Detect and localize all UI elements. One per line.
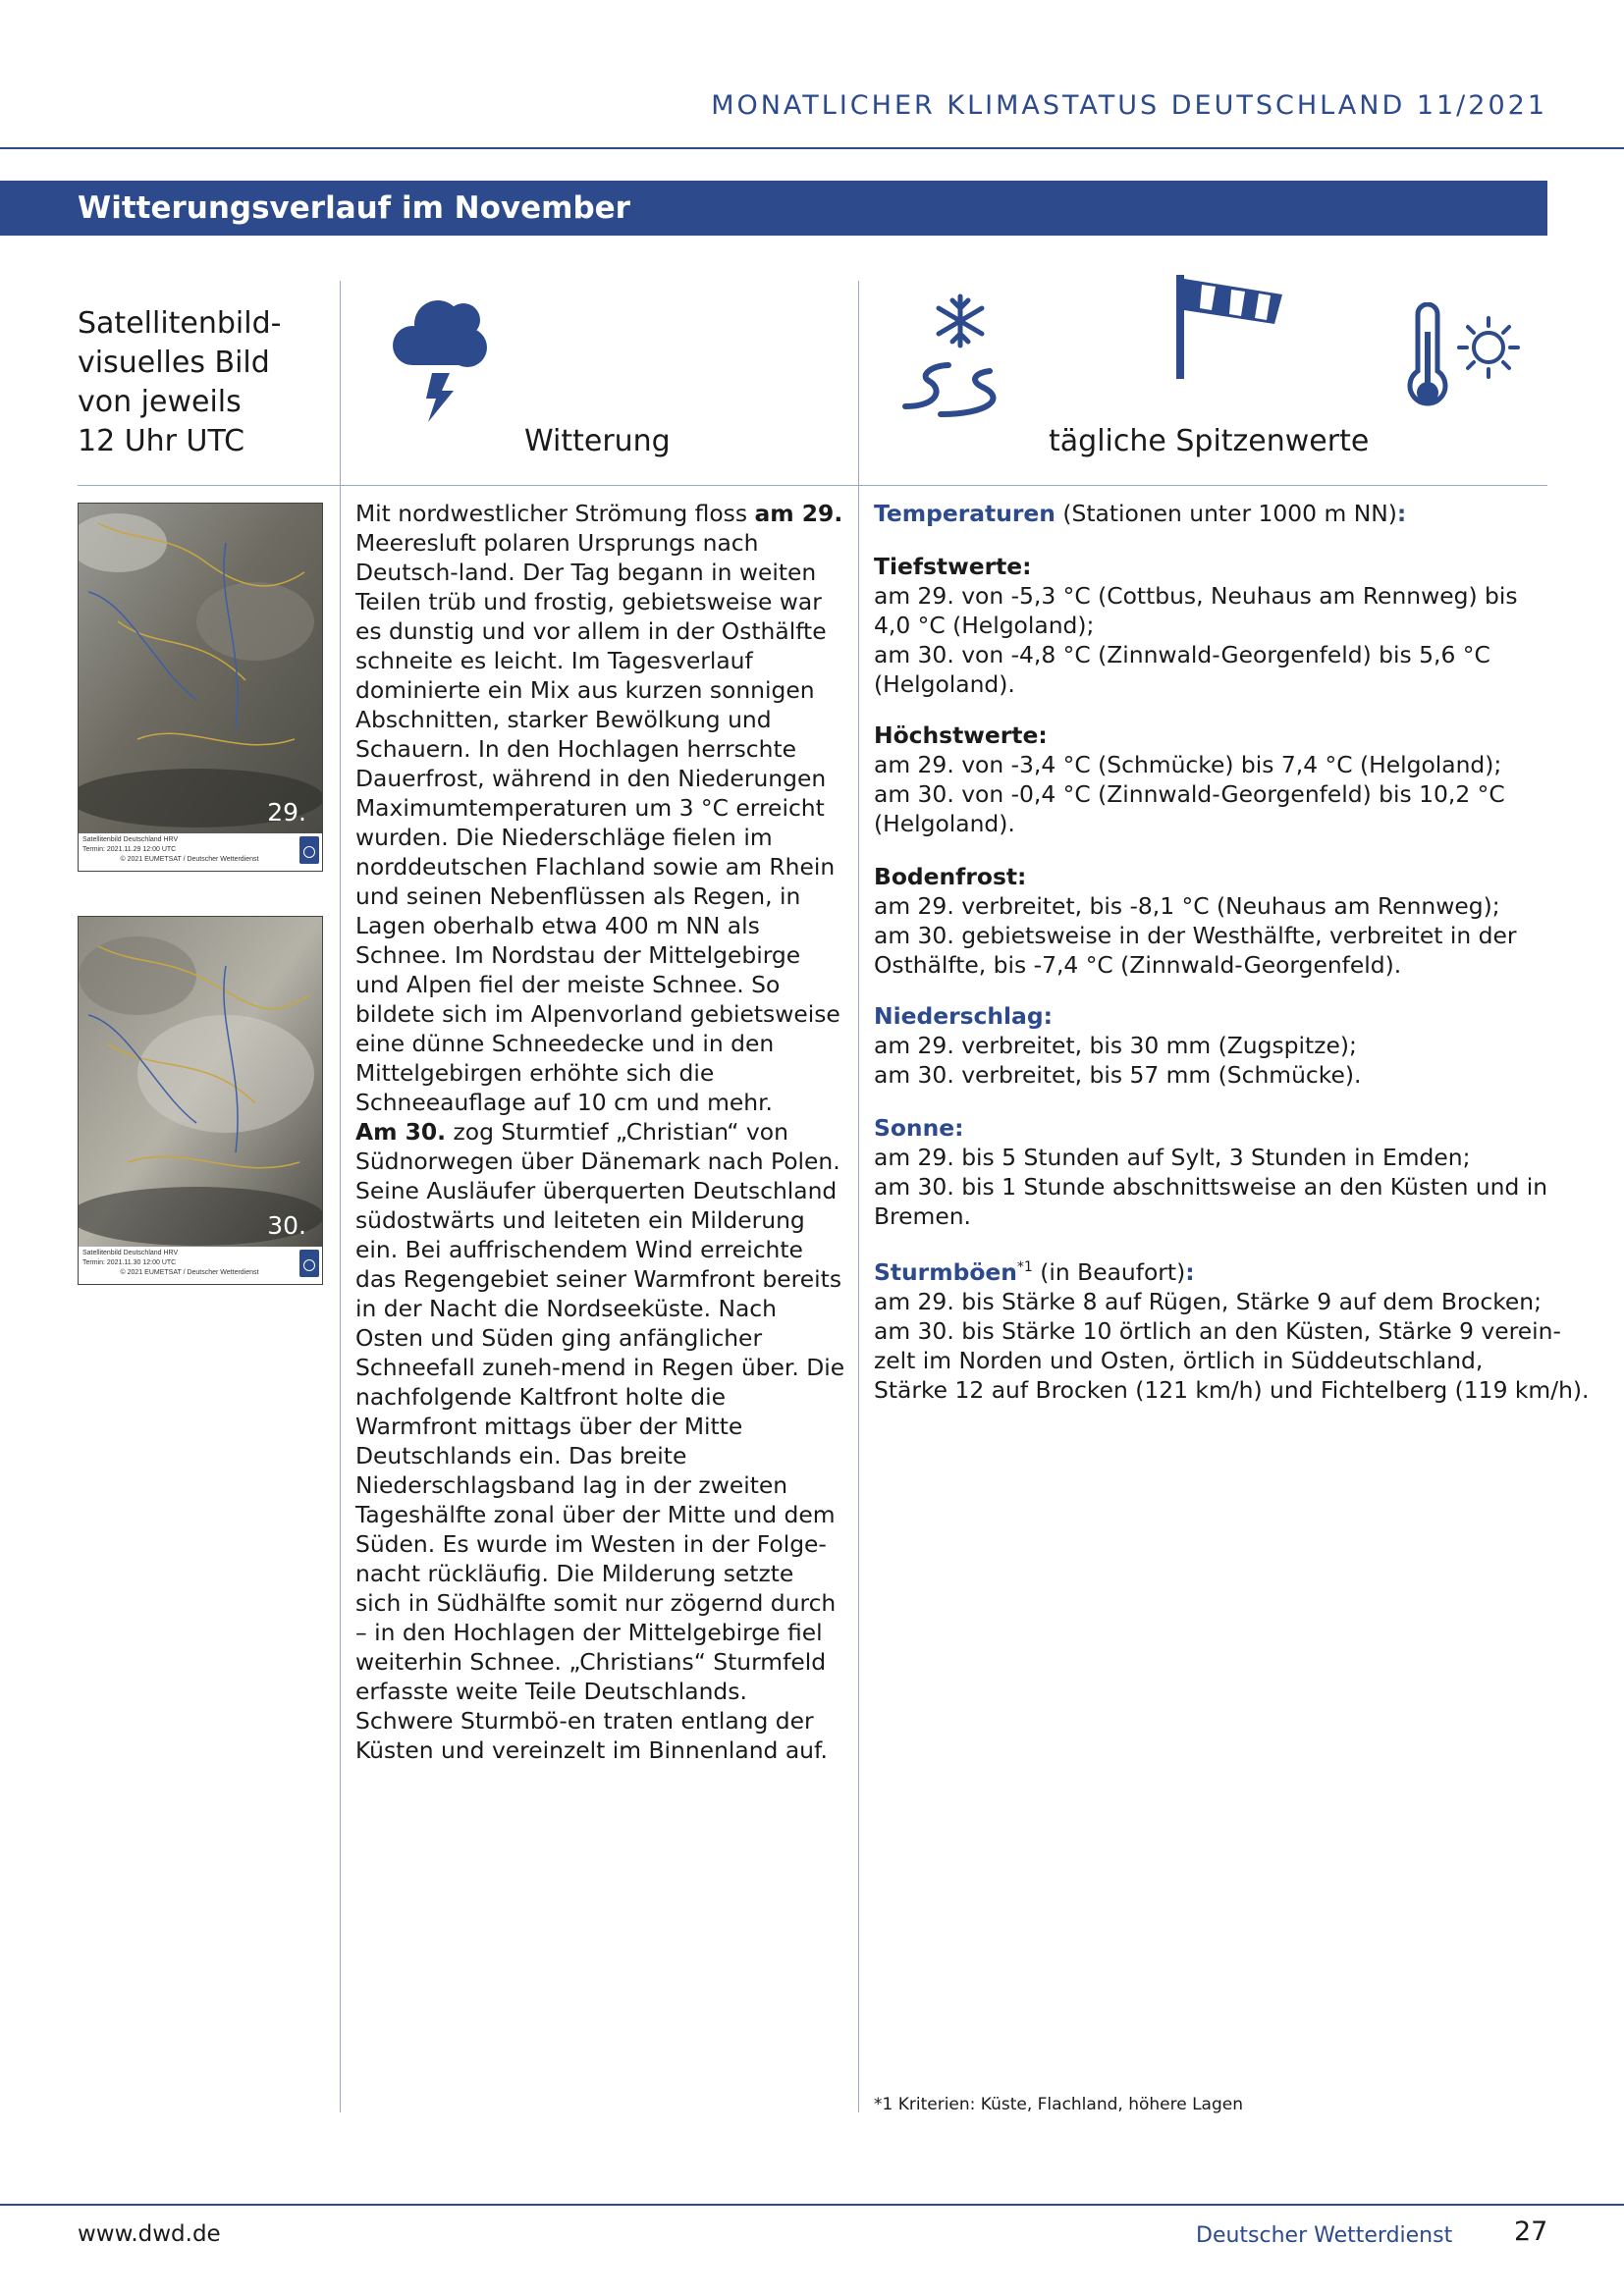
footer-url-link[interactable]: www.dwd.de — [78, 2221, 221, 2247]
dwd-logo — [299, 836, 319, 864]
satellite-picture — [79, 917, 322, 1247]
niederschlag-block: Niederschlag: am 29. verbreitet, bis 30 mm (Zugspitze); am 30. verbreitet, bis 57 mm (Schmücke). — [874, 1002, 1362, 1089]
tiefstwerte-block: Tiefstwerte: am 29. von -5,3 °C (Cottbus, Neuhaus am Rennweg) bis 4,0 °C (Helgoland); am 30. von -4,8 °C (Zinnwald-Georgenfeld) bis 5,6 °C (Helgoland). — [874, 553, 1518, 698]
satellite-column-label: Satellitenbild- visuelles Bild von jeweils 12 Uhr UTC — [78, 306, 282, 458]
satellite-image-30 — [78, 916, 323, 1285]
dwd-logo — [299, 1250, 319, 1277]
witterung-paragraph-30: Am 30. zog Sturmtief „Christian“ von Südnorwegen über Dänemark nach Polen. Seine Ausläufer überquerten Deutschland südostwärts und leiteten ein Milderung ein. Bei auffrischendem Wind erreichte das Regengebiet seiner Warmfront bereits in der Nacht die Nordseeküste. Nach Osten und Süden ging anfänglicher Schneefall zuneh-mend in Regen über. Die nachfolgende Kaltfront holte die Warmfront mittags über der Mitte Deutschlands ein. Das breite Niederschlagsband lag in der zweiten Tageshälfte zonal über der Mitte und dem Süden. Es wurde im Westen in der Folge-nacht rückläufig. Die Milderung setzte sich in Südhälfte somit nur zögernd durch – in den Hochlagen der Mittelgebirge fiel weiterhin Schnee. „Christians“ Sturmfeld erfasste weite Teile Deutschlands. Schwere Sturmbö-en traten entlang der Küsten und vereinzelt im Binnenland auf. — [355, 1118, 845, 1764]
witterung-text — [355, 499, 846, 1765]
satellite-caption: Satellitenbild Deutschland HRV Termin: 2021.11.29 12:00 UTC © 2021 EUMETSAT / Deutscher Wetterdienst — [79, 833, 322, 871]
report-title: MONATLICHER KLIMASTATUS DEUTSCHLAND 11/2021 — [711, 90, 1547, 121]
witterung-column-header: Witterung — [524, 424, 671, 458]
windsock-icon — [1172, 271, 1290, 381]
thunderstorm-cloud-icon — [389, 291, 495, 426]
column-divider-left — [340, 281, 341, 2112]
header-row-divider — [78, 485, 1547, 486]
sonne-block: Sonne: am 29. bis 5 Stunden auf Sylt, 3 Stunden in Emden; am 30. bis 1 Stunde abschnittsweise an den Küsten und in Bremen. — [874, 1114, 1548, 1230]
page-number: 27 — [1514, 2216, 1548, 2247]
header-divider — [0, 147, 1624, 149]
witterung-paragraph-29: Mit nordwestlicher Strömung floss am 29. Meeresluft polaren Ursprungs nach Deutsch-land. Der Tag begann in weiten Teilen trüb und frostig, gebietsweise war es dunstig und vor allem in der Osthälfte schneite es leicht. Im Tagesverlauf dominierte ein Mix aus kurzen sonnigen Abschnitten, starker Bewölkung und Schauern. In den Hochlagen herrschte Dauerfrost, während in den Niederungen Maximumtemperaturen um 3 °C erreicht wurden. Die Niederschläge fielen im norddeutschen Flachland sowie am Rhein und seinen Nebenflüssen als Regen, in Lagen oberhalb etwa 400 m NN als Schnee. Im Nordstau der Mittelgebirge und Alpen fiel der meiste Schnee. So bildete sich im Alpenvorland gebietsweise eine dünne Schneedecke und in den Mittelgebirgen erhöhte sich die Schneeauflage auf 10 cm und mehr. — [355, 500, 843, 1116]
section-banner: Witterungsverlauf im November — [0, 181, 1547, 236]
footnote: *1 Kriterien: Küste, Flachland, höhere Lagen — [874, 2095, 1244, 2114]
satellite-image-29 — [78, 503, 323, 872]
satellite-picture — [79, 504, 322, 833]
satellite-day-label: 29. — [267, 798, 306, 827]
satellite-day-label: 30. — [267, 1211, 306, 1240]
footer-divider — [0, 2204, 1624, 2206]
sturmboeen-block: Sturmböen$^{*1}$ (in Beaufort): am 29. bis Stärke 8 auf Rügen, Stärke 9 auf dem Brocken; am 30. bis Stärke 10 örtlich an den Küsten, Stärke 9 verein- zelt im Norden und Osten, örtlich in Süddeutschland, Stärke 12 auf Brocken (121 km/h) und Fichtelberg (119 km/h). — [874, 1257, 1590, 1404]
hoechstwerte-block: Höchstwerte: am 29. von -3,4 °C (Schmücke) bis 7,4 °C (Helgoland); am 30. von -0,4 °C (Zinnwald-Georgenfeld) bis 10,2 °C (Helgoland). — [874, 721, 1505, 837]
footer-organisation: Deutscher Wetterdienst — [1196, 2223, 1453, 2248]
snow-road-icon — [899, 291, 1017, 418]
temperaturen-heading: Temperaturen (Stationen unter 1000 m NN): — [874, 500, 1407, 527]
column-divider-right — [858, 281, 859, 2112]
spitzenwerte-column-header: tägliche Spitzenwerte — [1049, 424, 1370, 458]
thermometer-sun-icon — [1398, 302, 1526, 420]
bodenfrost-block: Bodenfrost: am 29. verbreitet, bis -8,1 °C (Neuhaus am Rennweg); am 30. gebietsweise in der Westhälfte, verbreitet in der Osthälfte, bis -7,4 °C (Zinnwald-Georgenfeld). — [874, 863, 1517, 979]
satellite-caption: Satellitenbild Deutschland HRV Termin: 2021.11.30 12:00 UTC © 2021 EUMETSAT / Deutscher Wetterdienst — [79, 1247, 322, 1284]
